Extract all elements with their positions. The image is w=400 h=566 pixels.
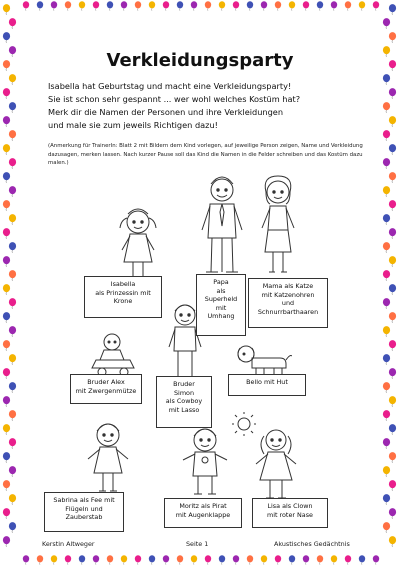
balloon-icon bbox=[382, 466, 391, 477]
balloon-icon bbox=[382, 46, 391, 57]
balloon-icon bbox=[36, 555, 44, 565]
mama-figure bbox=[248, 172, 308, 282]
label-line: mit bbox=[215, 303, 227, 312]
balloon-icon bbox=[382, 214, 391, 225]
balloon-border-left bbox=[0, 0, 20, 566]
balloon-icon bbox=[8, 130, 17, 141]
balloon-icon bbox=[8, 354, 17, 365]
balloon-icon bbox=[134, 1, 142, 11]
balloon-icon bbox=[2, 4, 11, 15]
balloon-icon bbox=[8, 410, 17, 421]
balloon-icon bbox=[382, 354, 391, 365]
intro-line: Merk dir die Namen der Personen und ihre Verkleidungen bbox=[48, 107, 284, 117]
balloon-icon bbox=[388, 452, 397, 463]
label-line: mit Augenklappe bbox=[175, 510, 231, 519]
balloon-icon bbox=[8, 298, 17, 309]
label-line: Lisa als Clown bbox=[267, 502, 313, 510]
balloon-icon bbox=[382, 74, 391, 85]
label-line: mit Zwergenmütze bbox=[75, 386, 137, 395]
balloon-icon bbox=[246, 555, 254, 565]
balloon-icon bbox=[260, 555, 268, 565]
label-line: Simon bbox=[173, 388, 195, 397]
page-title: Verkleidungsparty bbox=[106, 50, 294, 71]
balloon-icon bbox=[388, 172, 397, 183]
balloon-icon bbox=[382, 438, 391, 449]
label-line: Flügeln und bbox=[65, 504, 103, 513]
balloon-icon bbox=[8, 522, 17, 533]
balloon-border-bottom bbox=[0, 554, 400, 566]
balloon-icon bbox=[2, 396, 11, 407]
balloon-icon bbox=[134, 555, 142, 565]
balloon-icon bbox=[64, 555, 72, 565]
balloon-icon bbox=[344, 555, 352, 565]
balloon-icon bbox=[50, 1, 58, 11]
balloon-icon bbox=[382, 270, 391, 281]
intro-line: Sie ist schon sehr gespannt ... wer wohl welches Kostüm hat? bbox=[48, 94, 301, 104]
balloon-icon bbox=[8, 46, 17, 57]
intro-line: Isabella hat Geburtstag und macht eine Verkleidungsparty! bbox=[48, 81, 292, 91]
balloon-icon bbox=[372, 555, 380, 565]
balloon-icon bbox=[330, 1, 338, 11]
balloon-icon bbox=[2, 340, 11, 351]
sabrina-figure bbox=[78, 417, 138, 502]
label-line: Zauberstab bbox=[65, 513, 103, 521]
label-sabrina bbox=[44, 492, 124, 532]
balloon-icon bbox=[274, 555, 282, 565]
balloon-icon bbox=[2, 88, 11, 99]
balloon-icon bbox=[316, 1, 324, 11]
balloon-icon bbox=[8, 102, 17, 113]
balloon-icon bbox=[382, 382, 391, 393]
balloon-icon bbox=[8, 270, 17, 281]
balloon-icon bbox=[2, 284, 11, 295]
balloon-icon bbox=[2, 60, 11, 71]
intro-line: und male sie zum jeweils Richtigen dazu! bbox=[48, 120, 218, 130]
balloon-icon bbox=[2, 480, 11, 491]
balloon-icon bbox=[358, 555, 366, 565]
balloon-icon bbox=[288, 1, 296, 11]
balloon-icon bbox=[176, 555, 184, 565]
balloon-icon bbox=[8, 382, 17, 393]
balloon-icon bbox=[260, 1, 268, 11]
trainer-note: (Anmerkung für TrainerIn: Blatt 2 mit Bildern dem Kind vorlegen, auf jeweilige Person zeigen, Name und Verkleidung dazusagen, merken lassen. Nach kurzer Pause soll das Kind die Namen in die Felder schreiben und das Kostüm dazu malen.) bbox=[48, 143, 363, 166]
balloon-icon bbox=[120, 555, 128, 565]
label-simon bbox=[156, 376, 212, 428]
label-moritz bbox=[164, 498, 242, 528]
papa-figure bbox=[192, 172, 252, 282]
balloon-icon bbox=[316, 555, 324, 565]
label-line: als Cowboy bbox=[165, 397, 203, 405]
balloon-icon bbox=[8, 74, 17, 85]
balloon-icon bbox=[50, 555, 58, 565]
balloon-icon bbox=[246, 1, 254, 11]
balloon-icon bbox=[382, 158, 391, 169]
balloon-icon bbox=[148, 1, 156, 11]
balloon-icon bbox=[388, 396, 397, 407]
balloon-icon bbox=[8, 466, 17, 477]
label-line: Mama als Katze bbox=[262, 282, 314, 290]
balloon-icon bbox=[232, 555, 240, 565]
balloon-icon bbox=[8, 18, 17, 29]
balloon-icon bbox=[2, 256, 11, 267]
balloon-icon bbox=[8, 214, 17, 225]
balloon-icon bbox=[162, 555, 170, 565]
label-line: Bello mit Hut bbox=[246, 378, 288, 386]
balloon-icon bbox=[388, 256, 397, 267]
label-line: als Prinzessin mit bbox=[95, 288, 151, 297]
balloon-icon bbox=[36, 1, 44, 11]
balloon-icon bbox=[382, 242, 391, 253]
label-line: Superheld bbox=[204, 295, 238, 303]
balloon-icon bbox=[190, 1, 198, 11]
balloon-icon bbox=[388, 116, 397, 127]
balloon-icon bbox=[92, 1, 100, 11]
balloon-icon bbox=[148, 555, 156, 565]
balloon-icon bbox=[176, 1, 184, 11]
footer-page: Seite 1 bbox=[186, 540, 209, 548]
balloon-icon bbox=[358, 1, 366, 11]
balloon-icon bbox=[2, 312, 11, 323]
balloon-icon bbox=[92, 555, 100, 565]
label-line: Moritz als Pirat bbox=[179, 502, 227, 510]
balloon-icon bbox=[204, 1, 212, 11]
balloon-icon bbox=[388, 200, 397, 211]
balloon-icon bbox=[8, 494, 17, 505]
balloon-icon bbox=[8, 438, 17, 449]
balloon-icon bbox=[2, 144, 11, 155]
label-line: Umhang bbox=[207, 312, 235, 320]
label-line: Bruder Alex bbox=[87, 378, 125, 386]
balloon-icon bbox=[382, 130, 391, 141]
label-line: als bbox=[216, 286, 226, 295]
balloon-icon bbox=[388, 228, 397, 239]
balloon-icon bbox=[8, 158, 17, 169]
balloon-icon bbox=[190, 555, 198, 565]
intro-text bbox=[48, 80, 366, 132]
label-line: Bruder bbox=[173, 380, 195, 388]
balloon-icon bbox=[388, 4, 397, 15]
balloon-icon bbox=[22, 1, 30, 11]
balloon-border-top bbox=[0, 0, 400, 12]
balloon-icon bbox=[382, 102, 391, 113]
balloon-icon bbox=[2, 32, 11, 43]
lisa-figure bbox=[232, 412, 312, 507]
balloon-icon bbox=[2, 172, 11, 183]
balloon-icon bbox=[388, 424, 397, 435]
balloon-icon bbox=[106, 1, 114, 11]
balloon-icon bbox=[388, 312, 397, 323]
label-bello bbox=[228, 374, 306, 396]
balloon-icon bbox=[22, 555, 30, 565]
balloon-icon bbox=[120, 1, 128, 11]
balloon-icon bbox=[302, 555, 310, 565]
balloon-icon bbox=[2, 452, 11, 463]
balloon-icon bbox=[2, 536, 11, 547]
balloon-icon bbox=[372, 1, 380, 11]
balloon-icon bbox=[382, 494, 391, 505]
label-line: Papa bbox=[213, 278, 229, 286]
balloon-icon bbox=[274, 1, 282, 11]
balloon-icon bbox=[382, 186, 391, 197]
label-alex bbox=[70, 374, 142, 404]
balloon-icon bbox=[2, 116, 11, 127]
label-isabella bbox=[84, 276, 162, 318]
balloon-icon bbox=[218, 555, 226, 565]
balloon-icon bbox=[388, 340, 397, 351]
balloon-icon bbox=[78, 555, 86, 565]
label-line: Krone bbox=[113, 297, 133, 305]
balloon-icon bbox=[388, 88, 397, 99]
balloon-icon bbox=[388, 32, 397, 43]
balloon-icon bbox=[302, 1, 310, 11]
label-line: mit Katzenohren bbox=[261, 290, 315, 299]
balloon-icon bbox=[162, 1, 170, 11]
footer-subject: Akustisches Gedächtnis bbox=[274, 540, 350, 548]
balloon-icon bbox=[78, 1, 86, 11]
balloon-icon bbox=[330, 555, 338, 565]
balloon-icon bbox=[382, 522, 391, 533]
balloon-icon bbox=[388, 60, 397, 71]
balloon-icon bbox=[388, 480, 397, 491]
balloon-icon bbox=[388, 284, 397, 295]
balloon-icon bbox=[382, 410, 391, 421]
label-line: Schnurrbarthaaren bbox=[257, 307, 319, 316]
balloon-icon bbox=[2, 508, 11, 519]
balloon-icon bbox=[388, 144, 397, 155]
label-line: mit Lasso bbox=[168, 405, 200, 414]
balloon-icon bbox=[8, 326, 17, 337]
balloon-icon bbox=[388, 536, 397, 547]
label-line: Sabrina als Fee mit bbox=[53, 496, 115, 504]
balloon-icon bbox=[382, 298, 391, 309]
label-line: Isabella bbox=[110, 280, 136, 288]
footer-author: Kerstin Altweger bbox=[42, 540, 95, 548]
balloon-icon bbox=[344, 1, 352, 11]
balloon-icon bbox=[288, 555, 296, 565]
moritz-figure bbox=[175, 422, 235, 507]
balloon-icon bbox=[2, 368, 11, 379]
label-papa bbox=[196, 274, 246, 336]
label-mama bbox=[248, 278, 328, 328]
balloon-icon bbox=[388, 508, 397, 519]
isabella-figure bbox=[108, 202, 168, 287]
balloon-icon bbox=[8, 186, 17, 197]
balloon-icon bbox=[218, 1, 226, 11]
alex-figure bbox=[90, 330, 140, 380]
balloon-icon bbox=[382, 326, 391, 337]
label-lisa bbox=[252, 498, 328, 528]
balloon-icon bbox=[8, 242, 17, 253]
worksheet bbox=[20, 12, 380, 554]
balloon-border-right bbox=[380, 0, 400, 566]
label-line: und bbox=[281, 299, 295, 307]
balloon-icon bbox=[2, 228, 11, 239]
balloon-icon bbox=[64, 1, 72, 11]
balloon-icon bbox=[2, 200, 11, 211]
balloon-icon bbox=[106, 555, 114, 565]
balloon-icon bbox=[232, 1, 240, 11]
balloon-icon bbox=[2, 424, 11, 435]
balloon-icon bbox=[204, 555, 212, 565]
label-line: mit roter Nase bbox=[267, 510, 313, 519]
balloon-icon bbox=[388, 368, 397, 379]
balloon-icon bbox=[382, 18, 391, 29]
